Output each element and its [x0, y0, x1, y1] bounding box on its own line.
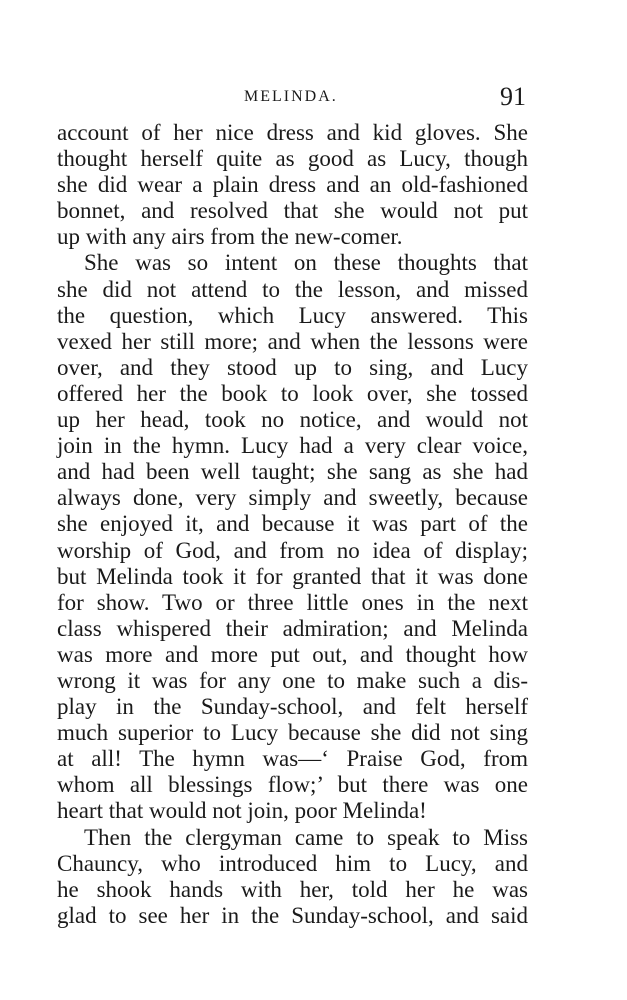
text-line: for show. Two or three little ones in the next [57, 589, 528, 615]
text-line: Chauncy, who introduced him to Lucy, and [57, 850, 528, 876]
running-title: MELINDA. [244, 88, 338, 105]
text-line: much superior to Lucy because she did not sing [57, 720, 528, 746]
text-line: account of her nice dress and kid gloves. She [57, 120, 528, 145]
text-line: heart that would not join, poor Melinda! [57, 798, 427, 824]
text-line: he shook hands with her, told her he was [57, 876, 528, 902]
text-line: wrong it was for any one to make such a dis- [57, 667, 528, 693]
text-line: Then the clergyman came to speak to Miss [84, 824, 528, 850]
body-text [57, 120, 528, 929]
text-line: She was so intent on these thoughts that [84, 250, 528, 276]
text-line: she did not attend to the lesson, and missed [57, 276, 528, 302]
running-head [0, 82, 627, 116]
text-line: play in the Sunday-school, and felt herself [57, 694, 528, 720]
text-line: was more and more put out, and thought how [57, 641, 528, 667]
text-line: up with any airs from the new-comer. [57, 224, 403, 250]
text-line: but Melinda took it for granted that it was done [57, 563, 528, 589]
text-line: always done, very simply and sweetly, because [57, 485, 528, 511]
page-number: 91 [500, 82, 526, 111]
text-line: over, and they stood up to sing, and Lucy [57, 354, 528, 380]
text-line: bonnet, and resolved that she would not put [57, 198, 528, 224]
text-line: whom all blessings flow;’ but there was one [57, 772, 528, 798]
text-line: class whispered their admiration; and Melinda [57, 615, 528, 641]
text-line: she enjoyed it, and because it was part of the [57, 511, 528, 537]
text-line: she did wear a plain dress and an old-fashioned [57, 172, 528, 198]
text-line: vexed her still more; and when the lessons were [57, 328, 528, 354]
text-line: glad to see her in the Sunday-school, and said [57, 902, 528, 928]
text-line: thought herself quite as good as Lucy, though [57, 146, 528, 172]
text-line: the question, which Lucy answered. This [57, 302, 528, 328]
text-line: up her head, took no notice, and would not [57, 407, 528, 433]
text-line: at all! The hymn was—‘ Praise God, from [57, 746, 528, 772]
text-line: and had been well taught; she sang as she had [57, 459, 528, 485]
text-line: join in the hymn. Lucy had a very clear voice, [57, 433, 528, 459]
text-line: worship of God, and from no idea of display; [57, 537, 528, 563]
text-line: offered her the book to look over, she tossed [57, 380, 528, 406]
